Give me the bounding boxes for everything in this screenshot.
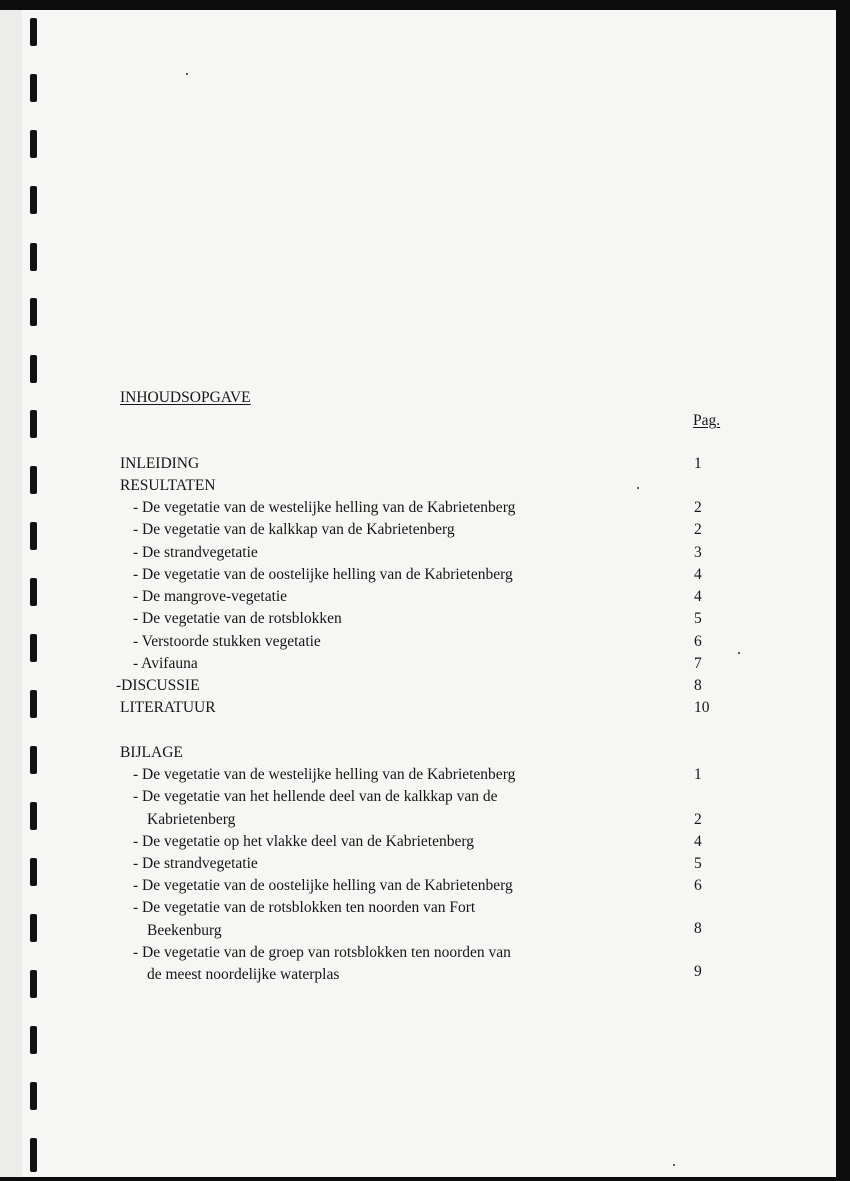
appendix-entry-page: 4 xyxy=(694,833,702,850)
toc-entry-label: INLEIDING xyxy=(120,455,200,472)
appendix-title: BIJLAGE xyxy=(120,744,183,761)
toc-entry-page: 7 xyxy=(694,655,702,672)
toc-entry-page: 4 xyxy=(694,588,702,605)
toc-entry-label: - De vegetatie van de westelijke helling van de Kabrietenberg xyxy=(133,499,516,516)
toc-title: INHOUDSOPGAVE xyxy=(120,389,251,406)
appendix-entry-label: - De vegetatie op het vlakke deel van de Kabrietenberg xyxy=(133,833,474,850)
appendix-entry-page: 8 xyxy=(694,920,702,937)
appendix-entry-page: 1 xyxy=(694,766,702,783)
toc-entry-label: - Avifauna xyxy=(133,655,198,672)
toc-entry-label: - De mangrove-vegetatie xyxy=(133,588,288,605)
appendix-entry-label: - De vegetatie van de rotsblokken ten noorden van Fort xyxy=(133,899,476,916)
toc-entry-page: 5 xyxy=(694,610,702,627)
appendix-entry-label: - De strandvegetatie xyxy=(133,855,258,872)
appendix-entry-label: de meest noordelijke waterplas xyxy=(147,966,340,983)
toc-entry-page: 10 xyxy=(694,699,710,716)
toc-entry-page: 1 xyxy=(694,455,702,472)
appendix-entry-page: 6 xyxy=(694,877,702,894)
toc-entry-label: - Verstoorde stukken vegetatie xyxy=(133,633,321,650)
toc-entry-page: 6 xyxy=(694,633,702,650)
toc-entry-page: 3 xyxy=(694,544,702,561)
appendix-entry-label: Kabrietenberg xyxy=(147,811,236,828)
toc-entry-label: RESULTATEN xyxy=(120,477,216,494)
toc-entry-label: - De strandvegetatie xyxy=(133,544,258,561)
appendix-entry-label: - De vegetatie van de westelijke helling van de Kabrietenberg xyxy=(133,766,516,783)
toc-entry-label: - De vegetatie van de oostelijke helling van de Kabrietenberg xyxy=(133,566,513,583)
page-column-label: Pag. xyxy=(693,412,721,429)
toc-entry-page: 4 xyxy=(694,566,702,583)
toc-entry-page: 8 xyxy=(694,677,702,694)
appendix-entry-label: Beekenburg xyxy=(147,922,222,939)
appendix-entry-label: - De vegetatie van het hellende deel van de kalkkap van de xyxy=(133,788,498,805)
appendix-entry-label: - De vegetatie van de groep van rotsblokken ten noorden van xyxy=(133,944,511,961)
toc-entry-label: - De vegetatie van de kalkkap van de Kabrietenberg xyxy=(133,521,455,538)
appendix-entry-page: 5 xyxy=(694,855,702,872)
toc-entry-page: 2 xyxy=(694,521,702,538)
appendix-entry-label: - De vegetatie van de oostelijke helling van de Kabrietenberg xyxy=(133,877,513,894)
toc-entry-label: -DISCUSSIE xyxy=(116,677,200,694)
toc-entry-label: LITERATUUR xyxy=(120,699,216,716)
appendix-entry-page: 9 xyxy=(694,963,702,980)
appendix-entry-page: 2 xyxy=(694,811,702,828)
toc-entry-label: - De vegetatie van de rotsblokken xyxy=(133,610,342,627)
toc-entry-page: 2 xyxy=(694,499,702,516)
